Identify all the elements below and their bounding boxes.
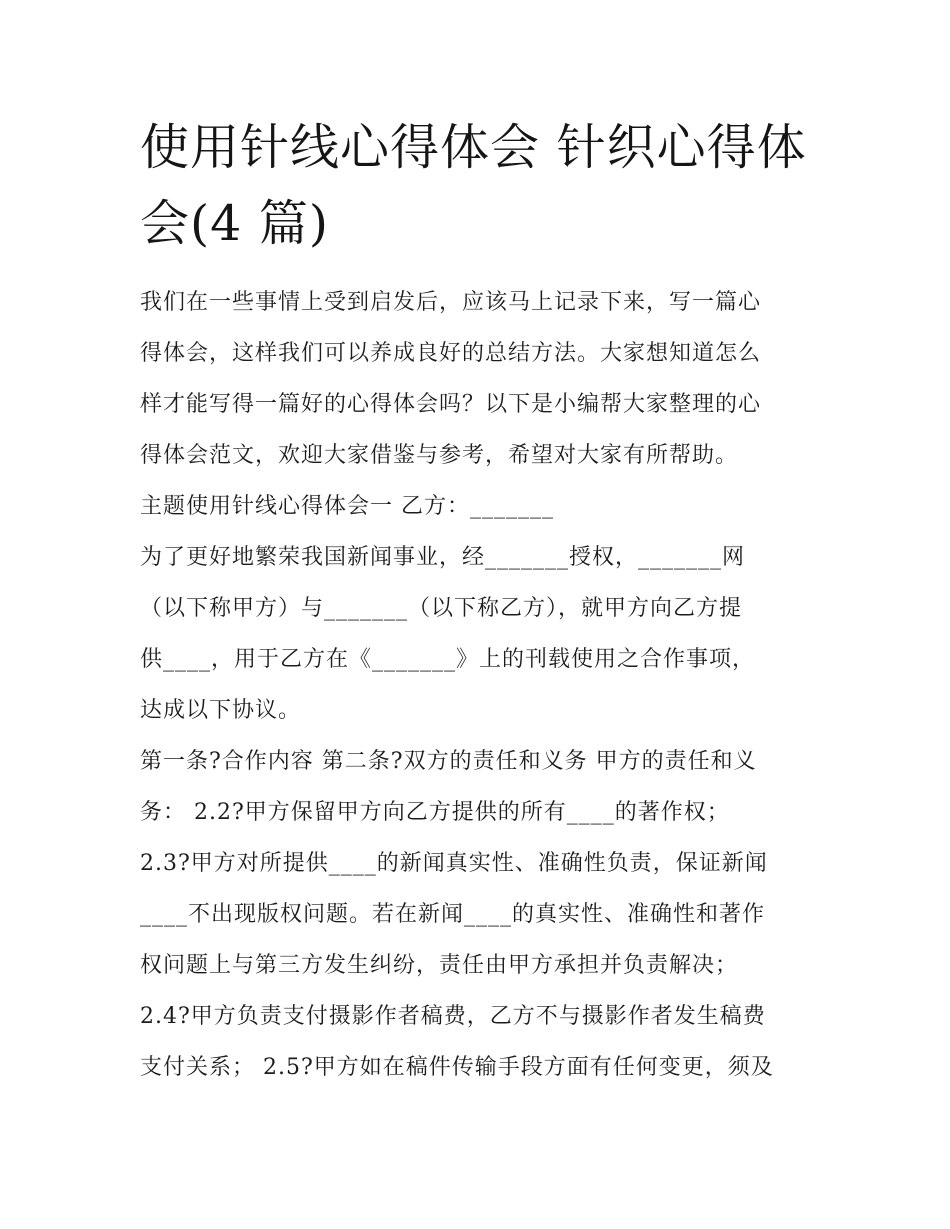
document-title: [140, 110, 830, 262]
body-line: 主题使用针线心得体会一 乙方：_______: [140, 494, 554, 519]
body-line: 2.4?甲方负责支付摄影作者稿费，乙方不与摄影作者发生稿费: [140, 1004, 766, 1029]
body-line: 样才能写得一篇好的心得体会吗？以下是小编帮大家整理的心: [140, 392, 762, 417]
body-line: 第一条?合作内容 第二条?双方的责任和义务 甲方的责任和义: [140, 749, 757, 774]
body-line: 权问题上与第三方发生纠纷，责任由甲方承担并负责解决；: [140, 953, 739, 978]
title-line: 使用针线心得体会 针织心得体: [140, 119, 807, 176]
body-line: 得体会范文，欢迎大家借鉴与参考，希望对大家有所帮助。: [140, 443, 739, 468]
document-body: [140, 277, 830, 1093]
body-line: 供____，用于乙方在《_______》上的刊载使用之合作事项，: [140, 647, 756, 672]
title-line: 会(4 篇): [140, 195, 329, 252]
body-line: 为了更好地繁荣我国新闻事业，经_______授权，_______网: [140, 545, 746, 570]
body-line: ____不出现版权问题。若在新闻____的真实性、准确性和著作: [140, 902, 766, 927]
body-line: 2.3?甲方对所提供____的新闻真实性、准确性负责，保证新闻: [140, 851, 768, 876]
body-line: 支付关系； 2.5?甲方如在稿件传输手段方面有任何变更，须及: [140, 1055, 774, 1080]
body-line: 我们在一些事情上受到启发后，应该马上记录下来，写一篇心: [140, 290, 762, 315]
body-line: 达成以下协议。: [140, 698, 302, 723]
body-line: （以下称甲方）与_______（以下称乙方），就甲方向乙方提: [140, 596, 743, 621]
body-line: 得体会，这样我们可以养成良好的总结方法。大家想知道怎么: [140, 341, 762, 366]
body-line: 务： 2.2?甲方保留甲方向乙方提供的所有____的著作权；: [140, 800, 730, 825]
